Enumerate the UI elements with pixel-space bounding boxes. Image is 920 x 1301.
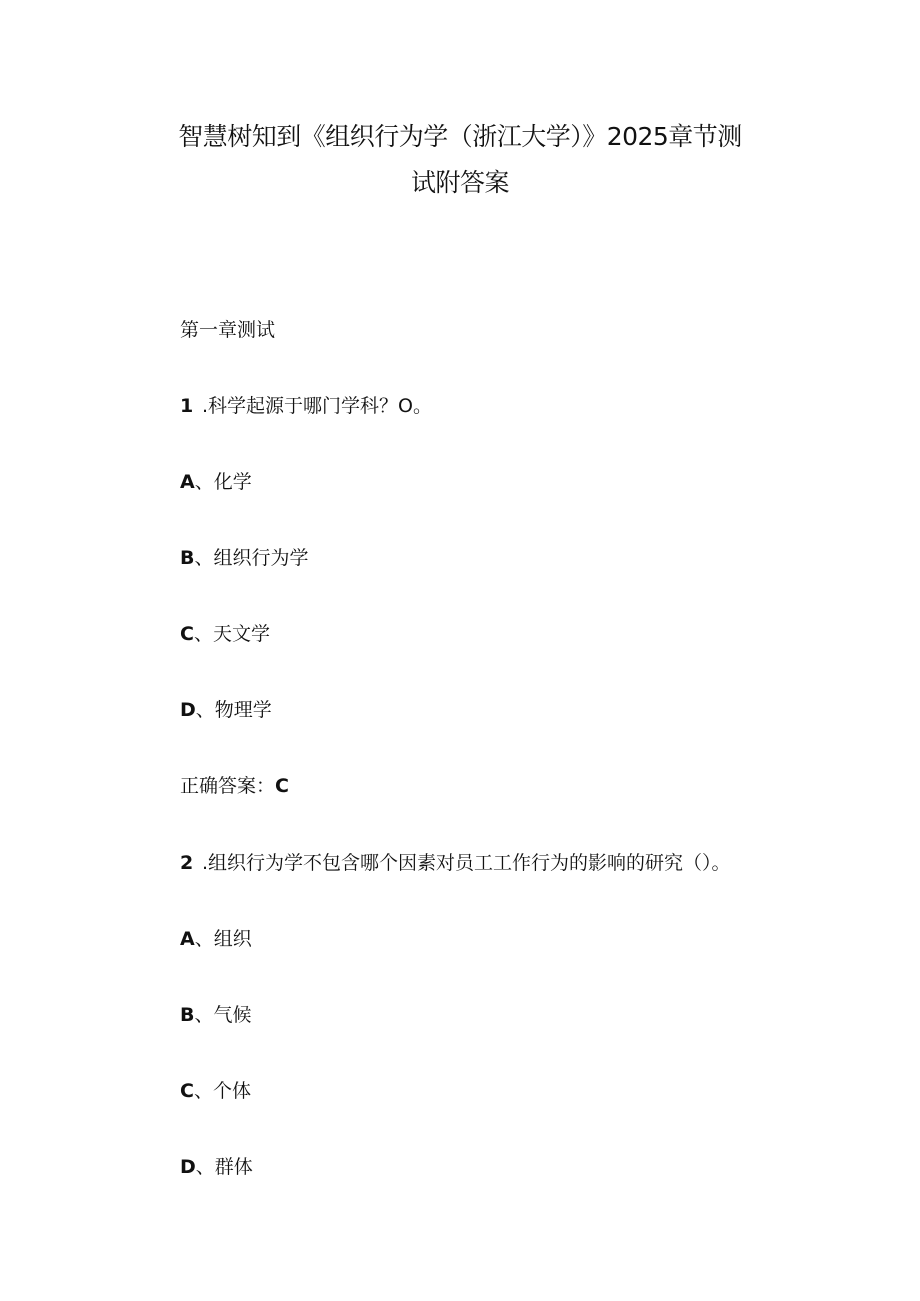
option-a xyxy=(180,470,252,494)
option-letter: C xyxy=(180,623,194,645)
option-d xyxy=(180,698,272,722)
question-number: 1 xyxy=(180,395,194,417)
option-text: 物理学 xyxy=(214,699,272,721)
document-title xyxy=(140,114,780,206)
option-b xyxy=(180,1003,252,1027)
option-letter: D xyxy=(180,1156,196,1178)
option-text: 组织 xyxy=(213,928,252,950)
option-a xyxy=(180,927,252,951)
question-2 xyxy=(180,851,731,875)
option-separator: 、 xyxy=(194,471,214,493)
option-separator: 、 xyxy=(194,928,214,950)
option-letter: A xyxy=(180,928,195,950)
option-separator: 、 xyxy=(193,1080,213,1102)
option-letter: B xyxy=(180,1004,195,1026)
option-letter: D xyxy=(180,699,196,721)
option-text: 个体 xyxy=(212,1080,251,1102)
chapter-heading: 第一章测试 xyxy=(180,319,276,341)
question-1 xyxy=(180,394,432,418)
title-line-2: 试附答案 xyxy=(410,168,509,197)
option-b xyxy=(180,546,309,570)
answer-label: 正确答案： xyxy=(180,775,276,797)
option-text: 群体 xyxy=(214,1156,253,1178)
answer-value: C xyxy=(275,775,289,797)
option-text: 组织行为学 xyxy=(213,547,309,569)
option-letter: A xyxy=(180,471,195,493)
option-letter: B xyxy=(180,547,195,569)
option-letter: C xyxy=(180,1080,194,1102)
option-c xyxy=(180,1079,251,1103)
question-text: .科学起源于哪门学科？O。 xyxy=(202,395,432,417)
option-separator: 、 xyxy=(194,1004,214,1026)
option-separator: 、 xyxy=(193,623,213,645)
title-line-1: 智慧树知到《组织行为学（浙江大学）》2025章节测 xyxy=(178,122,742,151)
option-text: 天文学 xyxy=(212,623,270,645)
option-c xyxy=(180,622,270,646)
correct-answer xyxy=(180,774,289,798)
option-d xyxy=(180,1155,253,1179)
question-text: .组织行为学不包含哪个因素对员工工作行为的影响的研究（）。 xyxy=(202,852,731,874)
option-text: 气候 xyxy=(213,1004,252,1026)
option-separator: 、 xyxy=(195,1156,215,1178)
option-separator: 、 xyxy=(194,547,214,569)
option-text: 化学 xyxy=(213,471,252,493)
option-separator: 、 xyxy=(195,699,215,721)
question-number: 2 xyxy=(180,852,194,874)
